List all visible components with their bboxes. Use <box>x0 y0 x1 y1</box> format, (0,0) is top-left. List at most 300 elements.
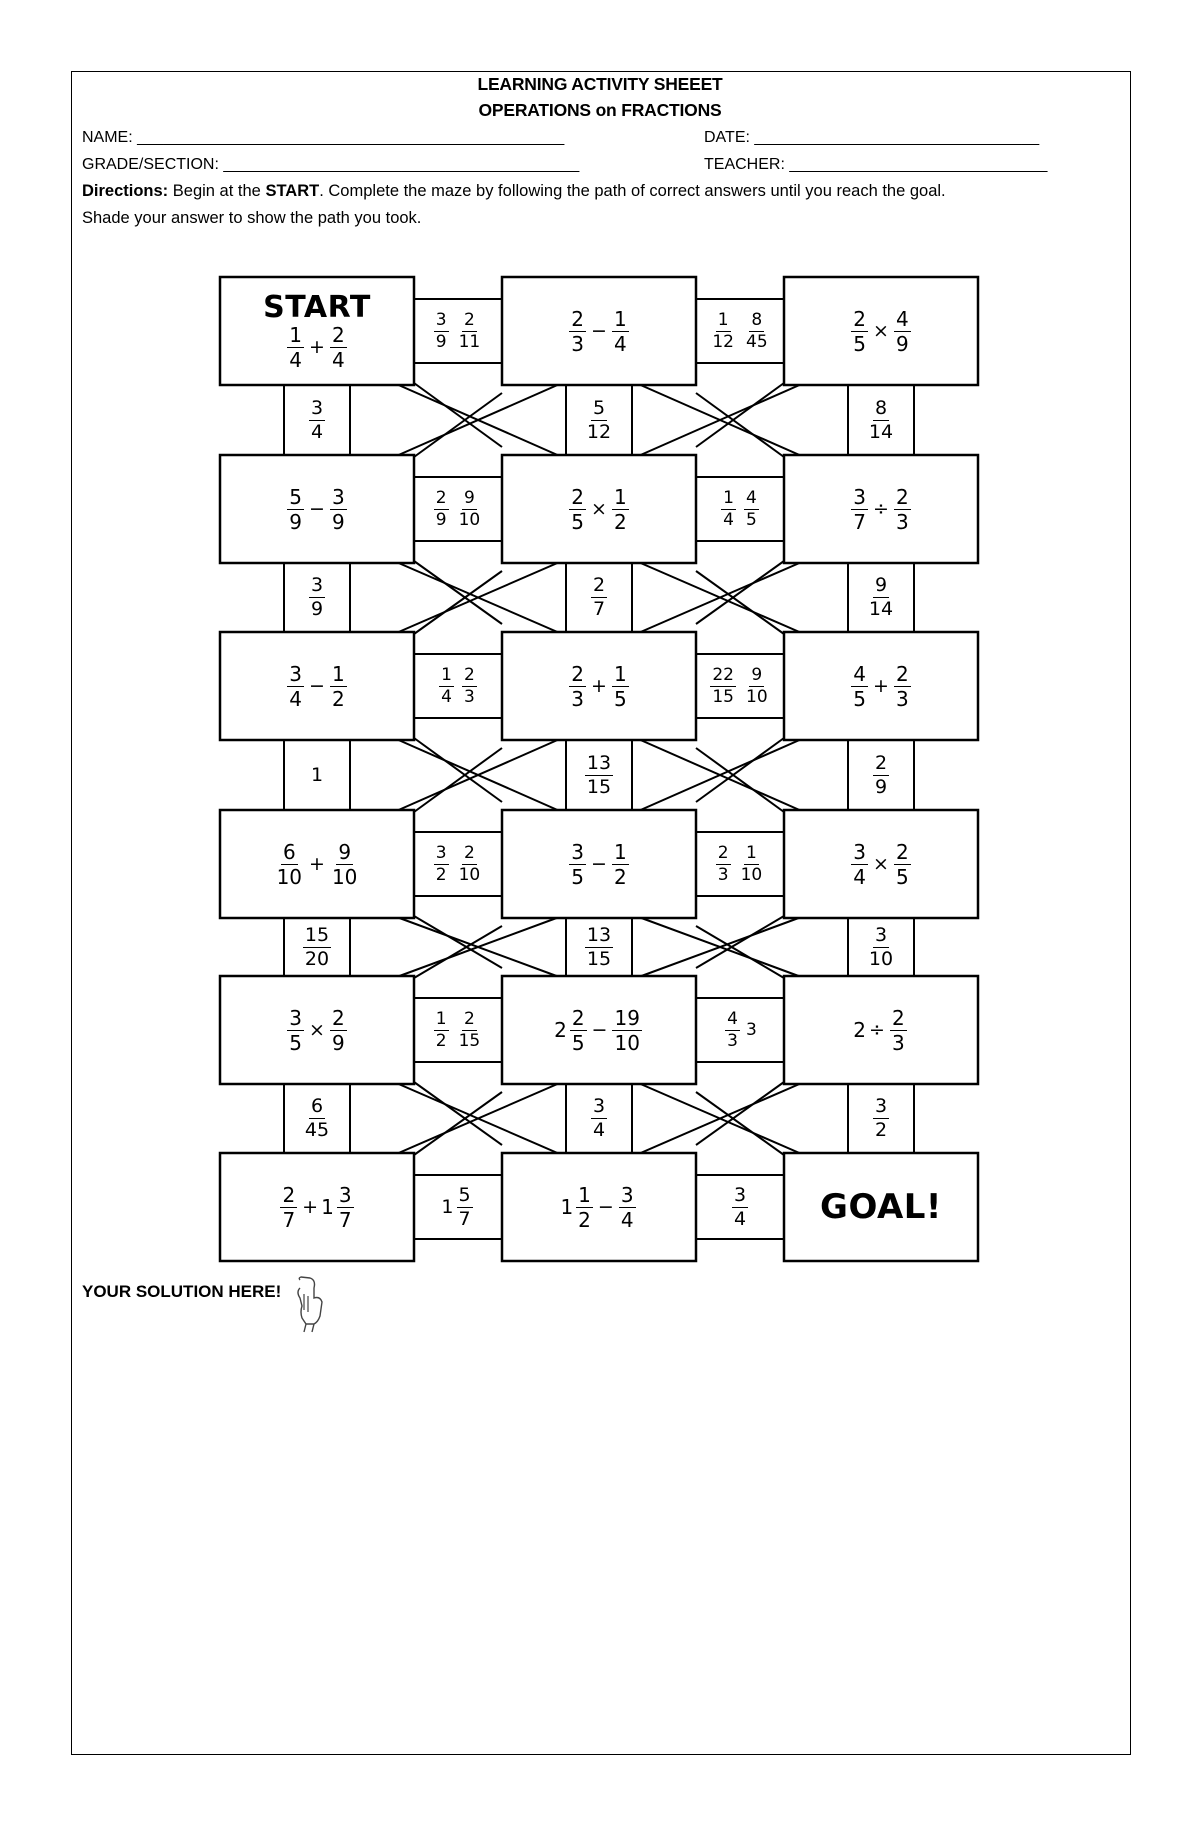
number: 2 <box>853 1018 867 1042</box>
denominator: 2 <box>874 1119 888 1141</box>
problem-box[interactable] <box>220 810 414 918</box>
denominator: 9 <box>895 331 909 356</box>
denominator: 3 <box>571 331 585 356</box>
denominator: 9 <box>435 509 447 530</box>
fraction <box>894 839 911 889</box>
answer-choice[interactable] <box>848 918 914 976</box>
fraction <box>457 1008 483 1051</box>
numerator: 2 <box>571 484 585 509</box>
expression <box>301 923 333 970</box>
numerator: 1 <box>613 661 627 686</box>
numerator: 9 <box>338 839 352 864</box>
numerator: 3 <box>289 661 303 686</box>
fraction <box>439 664 454 707</box>
expression <box>554 1005 644 1055</box>
denominator: 10 <box>868 947 894 970</box>
expression <box>285 1005 348 1055</box>
answer-choice[interactable] <box>284 918 350 976</box>
expression <box>723 1008 757 1051</box>
fraction <box>585 396 613 443</box>
operator: ÷ <box>869 1019 885 1041</box>
fraction <box>710 664 736 707</box>
expression <box>865 576 897 619</box>
operator: − <box>597 1196 614 1218</box>
teacher-field[interactable]: TEACHER: _____________________________ <box>704 156 1048 173</box>
answer-choice[interactable] <box>414 477 502 541</box>
denominator: 5 <box>289 1030 303 1055</box>
whole-part: 1 <box>321 1195 334 1219</box>
expression <box>567 661 630 711</box>
expression <box>583 751 615 798</box>
fraction <box>867 576 895 619</box>
denominator: 9 <box>310 598 324 620</box>
fraction <box>330 839 359 889</box>
denominator: 5 <box>853 331 867 356</box>
fraction <box>303 1097 331 1140</box>
numerator: 5 <box>458 1183 471 1206</box>
answer-choice[interactable] <box>566 918 632 976</box>
fraction <box>894 306 911 356</box>
denominator: 45 <box>304 1119 330 1141</box>
operator: − <box>309 675 325 697</box>
numerator: 2 <box>331 322 345 347</box>
numerator: 9 <box>464 487 475 508</box>
fraction <box>873 751 889 798</box>
problem-box[interactable] <box>220 976 414 1084</box>
numerator: 5 <box>592 396 606 419</box>
fraction <box>434 487 449 530</box>
problem-box[interactable] <box>502 976 696 1084</box>
denominator: 9 <box>435 331 447 352</box>
fraction <box>612 306 629 356</box>
numerator: 2 <box>282 1182 296 1207</box>
operator: × <box>873 853 889 875</box>
fraction <box>434 1008 449 1051</box>
worksheet-subtitle: OPERATIONS on FRACTIONS <box>478 100 722 120</box>
grade-section-field[interactable]: GRADE/SECTION: ________________________________________ <box>82 156 580 173</box>
date-field[interactable]: DATE: ________________________________ <box>704 129 1040 146</box>
numerator: 2 <box>464 1008 475 1029</box>
fraction <box>619 1182 636 1232</box>
numerator: 2 <box>592 574 606 596</box>
fraction <box>744 487 759 530</box>
numerator: 2 <box>464 309 475 330</box>
numerator: 4 <box>895 306 909 331</box>
denominator: 4 <box>723 509 734 530</box>
denominator: 3 <box>895 686 909 711</box>
goal-box[interactable] <box>784 1153 978 1261</box>
denominator: 20 <box>304 947 330 970</box>
directions-text-2: . Complete the maze by following the path of correct answers until you reach the goal. <box>319 182 946 200</box>
denominator: 7 <box>282 1207 296 1232</box>
whole-part: 1 <box>560 1195 574 1219</box>
problem-box[interactable] <box>784 810 978 918</box>
expression <box>589 1097 609 1140</box>
fraction <box>303 923 331 970</box>
denominator: 9 <box>331 509 345 534</box>
denominator: 5 <box>571 509 585 534</box>
problem-box[interactable] <box>220 632 414 740</box>
numerator: 1 <box>717 309 729 330</box>
mixed-number <box>560 1182 594 1232</box>
denominator: 45 <box>746 331 768 352</box>
expression <box>311 764 323 786</box>
fraction <box>890 1005 907 1055</box>
numerator: 3 <box>874 923 888 946</box>
numerator: 3 <box>853 839 867 864</box>
numerator: 3 <box>733 1183 747 1206</box>
answer-choice[interactable] <box>696 299 784 363</box>
numerator: 22 <box>712 664 734 685</box>
numerator: 2 <box>895 661 909 686</box>
answer-choice[interactable] <box>696 477 784 541</box>
numerator: 1 <box>723 487 734 508</box>
denominator: 4 <box>592 1119 606 1141</box>
numerator: 2 <box>853 306 867 331</box>
expression <box>849 839 912 889</box>
expression <box>849 484 912 534</box>
numerator: 3 <box>435 842 447 863</box>
denominator: 2 <box>578 1207 591 1232</box>
expression <box>285 661 348 711</box>
problem-box[interactable] <box>784 632 978 740</box>
directions-start-word: START <box>265 182 320 200</box>
denominator: 5 <box>613 686 627 711</box>
answer-choice[interactable] <box>848 740 914 810</box>
answer-choice[interactable] <box>414 1175 502 1239</box>
fraction <box>330 661 347 711</box>
fraction <box>280 1182 297 1232</box>
whole-part: 2 <box>554 1018 567 1042</box>
problem-box[interactable] <box>220 1153 414 1261</box>
expression <box>567 306 630 356</box>
denominator: 7 <box>458 1207 471 1230</box>
directions-line-2: Shade your answer to show the path you took. <box>82 209 422 227</box>
mixed-number <box>554 1005 588 1055</box>
fraction <box>591 1097 607 1140</box>
numerator: 2 <box>895 484 909 509</box>
answer-choice[interactable] <box>696 998 784 1062</box>
fraction <box>569 306 586 356</box>
numerator: 1 <box>441 664 452 685</box>
denominator: 2 <box>331 686 345 711</box>
answer-choice[interactable] <box>284 385 350 455</box>
fraction <box>457 487 483 530</box>
operator: − <box>591 320 607 342</box>
operator: × <box>309 1019 325 1041</box>
denominator: 15 <box>586 947 612 970</box>
fraction <box>337 1182 354 1232</box>
answer-choice[interactable] <box>284 740 350 810</box>
numerator: 3 <box>571 839 585 864</box>
expression <box>432 1008 484 1051</box>
denominator: 5 <box>895 864 909 889</box>
mixed-number <box>321 1182 355 1232</box>
denominator: 5 <box>571 864 585 889</box>
fraction <box>570 1005 587 1055</box>
numerator: 5 <box>289 484 303 509</box>
answer-choice[interactable] <box>848 563 914 632</box>
expression <box>871 751 891 798</box>
expression <box>307 396 327 443</box>
fraction <box>457 309 483 352</box>
denominator: 4 <box>620 1207 634 1232</box>
denominator: 4 <box>289 347 303 372</box>
numerator: 3 <box>338 1182 352 1207</box>
fraction <box>462 664 477 707</box>
numerator: 1 <box>613 839 627 864</box>
numerator: 15 <box>304 923 330 946</box>
fraction <box>867 396 895 443</box>
numerator: 2 <box>331 1005 345 1030</box>
expression <box>583 923 615 970</box>
fraction <box>591 576 607 619</box>
expression <box>849 661 912 711</box>
fraction <box>612 661 629 711</box>
denominator: 7 <box>592 598 606 620</box>
denominator: 3 <box>895 509 909 534</box>
problem-box[interactable] <box>220 455 414 563</box>
fraction <box>569 484 586 534</box>
operator: − <box>591 1019 608 1041</box>
operator: + <box>873 675 889 697</box>
expression <box>273 839 362 889</box>
denominator: 12 <box>586 420 612 443</box>
numerator: 3 <box>853 484 867 509</box>
expression <box>285 322 348 372</box>
denominator: 10 <box>746 686 768 707</box>
fraction <box>725 1008 740 1051</box>
expression <box>567 839 630 889</box>
numerator: 1 <box>289 322 303 347</box>
expression <box>307 576 327 619</box>
problem-box[interactable] <box>502 277 696 385</box>
numerator: 4 <box>853 661 867 686</box>
operator: + <box>591 675 607 697</box>
expression <box>865 396 897 443</box>
expression <box>285 484 348 534</box>
expression <box>871 1097 891 1140</box>
answer-choice[interactable] <box>414 832 502 896</box>
fraction <box>457 842 483 885</box>
answer-choice[interactable] <box>566 563 632 632</box>
worksheet-title: LEARNING ACTIVITY SHEEET <box>477 74 723 94</box>
fraction <box>716 842 731 885</box>
denominator: 15 <box>712 686 734 707</box>
numerator: 4 <box>727 1008 738 1029</box>
denominator: 3 <box>891 1030 905 1055</box>
numerator: 1 <box>331 661 345 686</box>
fraction <box>330 322 347 372</box>
problem-box[interactable] <box>502 455 696 563</box>
answer-choice[interactable] <box>566 385 632 455</box>
numerator: 1 <box>746 842 757 863</box>
fraction <box>851 306 868 356</box>
numerator: 1 <box>435 1008 447 1029</box>
denominator: 11 <box>458 331 481 352</box>
problem-box[interactable] <box>502 1153 696 1261</box>
denominator: 4 <box>853 864 867 889</box>
operator: − <box>591 853 607 875</box>
numerator: 1 <box>578 1182 591 1207</box>
problem-box[interactable] <box>784 277 978 385</box>
answer-choice[interactable] <box>284 563 350 632</box>
expression <box>301 1097 333 1140</box>
expression <box>589 576 609 619</box>
start-label: START <box>263 289 371 325</box>
fraction <box>330 1005 347 1055</box>
denominator: 15 <box>458 1030 481 1051</box>
numerator: 13 <box>586 923 612 946</box>
denominator: 2 <box>435 864 447 885</box>
answer-choice[interactable] <box>848 1084 914 1153</box>
answer-choice[interactable] <box>414 998 502 1062</box>
numerator: 2 <box>464 664 475 685</box>
expression <box>583 396 615 443</box>
expression <box>560 1182 637 1232</box>
fraction <box>739 842 765 885</box>
fraction <box>894 484 911 534</box>
fraction <box>569 839 586 889</box>
numerator: 1 <box>613 484 627 509</box>
denominator: 5 <box>853 686 867 711</box>
expression <box>278 1182 355 1232</box>
fraction <box>585 751 613 798</box>
operator: + <box>302 1196 319 1218</box>
fraction <box>732 1183 748 1230</box>
numerator: 8 <box>874 396 888 419</box>
solution-label: YOUR SOLUTION HERE! <box>82 1282 282 1301</box>
answer-choice[interactable] <box>696 832 784 896</box>
fraction <box>744 309 770 352</box>
start-box[interactable] <box>220 277 414 385</box>
denominator: 3 <box>717 864 729 885</box>
fraction <box>612 839 629 889</box>
fraction <box>721 487 736 530</box>
fraction <box>873 1097 889 1140</box>
operator: + <box>309 853 325 875</box>
fraction <box>894 661 911 711</box>
fraction <box>867 923 895 970</box>
numerator: 4 <box>746 487 757 508</box>
denominator: 9 <box>874 775 888 798</box>
expression <box>441 1183 474 1230</box>
directions-text-1: Begin at the <box>168 182 266 200</box>
denominator: 15 <box>586 775 612 798</box>
answer-choice[interactable] <box>414 654 502 718</box>
denominator: 7 <box>338 1207 352 1232</box>
numerator: 3 <box>310 574 324 596</box>
denominator: 4 <box>613 331 627 356</box>
denominator: 4 <box>310 420 324 443</box>
pointing-hand-icon <box>292 1276 328 1336</box>
numerator: 6 <box>310 1095 324 1117</box>
numerator: 2 <box>435 487 447 508</box>
answer-choice[interactable] <box>696 654 784 718</box>
denominator: 2 <box>435 1030 447 1051</box>
numerator: 3 <box>331 484 345 509</box>
numerator: 9 <box>874 574 888 596</box>
answer-choice[interactable] <box>566 740 632 810</box>
numerator: 2 <box>895 839 909 864</box>
numerator: 2 <box>571 661 585 686</box>
expression <box>865 923 897 970</box>
operator: ÷ <box>873 498 889 520</box>
problem-box[interactable] <box>502 632 696 740</box>
denominator: 14 <box>868 598 894 620</box>
fraction <box>585 923 613 970</box>
denominator: 10 <box>740 864 763 885</box>
expression <box>432 842 484 885</box>
fraction <box>287 484 304 534</box>
denominator: 12 <box>712 331 734 352</box>
denominator: 4 <box>733 1207 747 1230</box>
answer-choice[interactable] <box>696 1175 784 1239</box>
operator: − <box>309 498 325 520</box>
fraction <box>287 1005 304 1055</box>
denominator: 9 <box>331 1030 345 1055</box>
fraction <box>309 576 325 619</box>
operator: + <box>309 336 325 358</box>
answer-choice[interactable] <box>284 1084 350 1153</box>
numerator: 3 <box>874 1095 888 1117</box>
denominator: 5 <box>571 1030 585 1055</box>
numerator: 2 <box>717 842 729 863</box>
numerator: 9 <box>751 664 763 685</box>
expression <box>708 309 771 352</box>
goal-label: GOAL! <box>820 1187 942 1227</box>
number: 3 <box>746 1020 757 1040</box>
expression <box>432 309 484 352</box>
fraction <box>287 322 304 372</box>
problem-box[interactable] <box>784 455 978 563</box>
expression <box>730 1183 750 1230</box>
fraction <box>457 1183 473 1230</box>
denominator: 2 <box>613 864 627 889</box>
expression <box>714 842 766 885</box>
numerator: 2 <box>571 306 585 331</box>
numerator: 2 <box>891 1005 905 1030</box>
fraction <box>851 839 868 889</box>
numerator: 2 <box>571 1005 585 1030</box>
fraction <box>434 309 449 352</box>
denominator: 14 <box>868 420 894 443</box>
expression <box>853 1005 908 1055</box>
denominator: 4 <box>331 347 345 372</box>
denominator: 2 <box>613 509 627 534</box>
denominator: 10 <box>614 1030 640 1055</box>
answer-choice[interactable] <box>414 299 502 363</box>
problem-box[interactable] <box>784 976 978 1084</box>
numerator: 13 <box>586 751 612 774</box>
expression <box>432 487 484 530</box>
denominator: 10 <box>276 864 303 889</box>
numerator: 2 <box>464 842 475 863</box>
fraction <box>309 396 325 443</box>
fraction <box>612 1005 641 1055</box>
problem-box[interactable] <box>502 810 696 918</box>
fraction <box>569 661 586 711</box>
name-field[interactable]: NAME: ________________________________________________ <box>82 129 565 146</box>
operator: × <box>591 498 607 520</box>
directions-label: Directions: <box>82 182 169 200</box>
expression <box>719 487 761 530</box>
denominator: 10 <box>331 864 358 889</box>
numerator: 3 <box>289 1005 303 1030</box>
answer-choice[interactable] <box>848 385 914 455</box>
answer-choice[interactable] <box>566 1084 632 1153</box>
fraction <box>612 484 629 534</box>
